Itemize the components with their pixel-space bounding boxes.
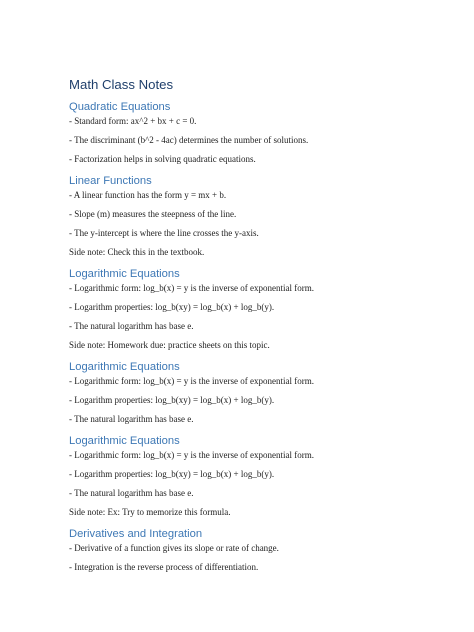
note-line: - Derivative of a function gives its slope or rate of change. bbox=[69, 543, 279, 553]
note-line: - The natural logarithm has base e. bbox=[69, 414, 194, 424]
note-line: - Standard form: ax^2 + bx + c = 0. bbox=[69, 116, 197, 126]
section-logarithmic-equations-1 bbox=[69, 267, 429, 351]
side-note: Side note: Check this in the textbook. bbox=[69, 247, 205, 257]
side-note: Side note: Ex: Try to memorize this formula. bbox=[69, 507, 231, 517]
section-heading: Logarithmic Equations bbox=[69, 361, 180, 373]
note-line: - Logarithmic form: log_b(x) = y is the inverse of exponential form. bbox=[69, 283, 315, 293]
note-line: - The natural logarithm has base e. bbox=[69, 488, 194, 498]
note-line: - A linear function has the form y = mx + b. bbox=[69, 190, 227, 200]
note-line: - The y-intercept is where the line crosses the y-axis. bbox=[69, 228, 259, 238]
note-line: - Slope (m) measures the steepness of the line. bbox=[69, 209, 237, 219]
section-heading: Logarithmic Equations bbox=[69, 268, 180, 280]
note-line: - Logarithm properties: log_b(xy) = log_b(x) + log_b(y). bbox=[69, 469, 275, 479]
section-quadratic-equations bbox=[69, 100, 429, 165]
document-content bbox=[69, 76, 429, 573]
section-heading: Derivatives and Integration bbox=[69, 528, 203, 540]
note-line: - Logarithmic form: log_b(x) = y is the inverse of exponential form. bbox=[69, 376, 315, 386]
section-heading: Logarithmic Equations bbox=[69, 435, 180, 447]
note-line: - Logarithm properties: log_b(xy) = log_b(x) + log_b(y). bbox=[69, 302, 275, 312]
section-logarithmic-equations-3 bbox=[69, 434, 429, 518]
section-linear-functions bbox=[69, 174, 429, 258]
note-line: - Integration is the reverse process of differentiation. bbox=[69, 562, 259, 572]
section-logarithmic-equations-2 bbox=[69, 360, 429, 425]
note-line: - Logarithm properties: log_b(xy) = log_b(x) + log_b(y). bbox=[69, 395, 275, 405]
section-heading: Linear Functions bbox=[69, 175, 152, 187]
document-title: Math Class Notes bbox=[69, 77, 174, 92]
note-line: - The natural logarithm has base e. bbox=[69, 321, 194, 331]
side-note: Side note: Homework due: practice sheets on this topic. bbox=[69, 340, 270, 350]
section-heading: Quadratic Equations bbox=[69, 101, 171, 113]
note-line: - Logarithmic form: log_b(x) = y is the inverse of exponential form. bbox=[69, 450, 315, 460]
note-line: - Factorization helps in solving quadratic equations. bbox=[69, 154, 256, 164]
section-derivatives-and-integration bbox=[69, 527, 429, 573]
note-line: - The discriminant (b^2 - 4ac) determines the number of solutions. bbox=[69, 135, 309, 145]
